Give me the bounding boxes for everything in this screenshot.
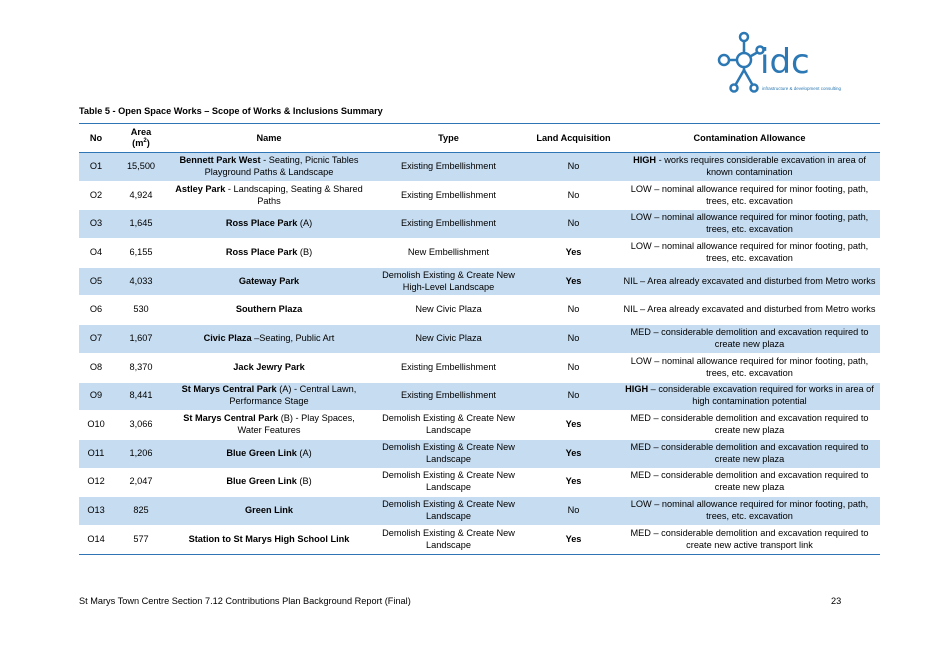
cell-no: O3 <box>79 210 113 239</box>
table-row <box>79 210 880 239</box>
cell-name-rest: - Landscaping, Seating & Shared Paths <box>225 183 363 206</box>
cell-name-bold: Civic Plaza <box>203 332 252 343</box>
cell-type: Existing Embellishment <box>369 210 528 239</box>
cell-name <box>169 153 369 182</box>
logo-subtitle: infrastructure & development consulting <box>762 86 842 91</box>
cell-contamination <box>619 296 880 325</box>
cell-no: O5 <box>79 267 113 296</box>
cell-contamination-rest: MED – considerable demolition and excavation required to create new plaza <box>630 470 869 493</box>
cell-land: No <box>528 497 619 526</box>
cell-area: 2,047 <box>113 468 169 497</box>
open-space-works-table <box>79 123 880 555</box>
cell-contamination <box>619 411 880 440</box>
cell-type: Demolish Existing & Create New High-Level Landscape <box>369 267 528 296</box>
cell-name <box>169 210 369 239</box>
table-row <box>79 353 880 382</box>
table-row <box>79 411 880 440</box>
cell-land: Yes <box>528 525 619 554</box>
cell-no: O9 <box>79 382 113 411</box>
header-land: Land Acquisition <box>528 124 619 153</box>
cell-no: O8 <box>79 353 113 382</box>
cell-type: New Embellishment <box>369 239 528 268</box>
cell-type: Existing Embellishment <box>369 181 528 210</box>
table-row <box>79 468 880 497</box>
cell-name-rest: (A) <box>296 447 312 458</box>
cell-contamination <box>619 525 880 554</box>
cell-no: O4 <box>79 239 113 268</box>
cell-name-rest: –Seating, Public Art <box>251 332 335 343</box>
cell-no: O2 <box>79 181 113 210</box>
cell-contamination-bold: HIGH <box>625 384 649 395</box>
cell-type: Demolish Existing & Create New Landscape <box>369 497 528 526</box>
table-header-row <box>79 124 880 153</box>
cell-land: Yes <box>528 267 619 296</box>
cell-name <box>169 525 369 554</box>
cell-name-bold: Green Link <box>245 505 293 516</box>
cell-no: O12 <box>79 468 113 497</box>
header-area-unit: (m <box>132 138 144 149</box>
cell-name-bold: Jack Jewry Park <box>233 361 305 372</box>
cell-name-bold: Southern Plaza <box>235 304 303 315</box>
cell-contamination-rest: MED – considerable demolition and excavation required to create new active transport link <box>630 527 869 550</box>
cell-area: 8,370 <box>113 353 169 382</box>
cell-type: Demolish Existing & Create New Landscape <box>369 411 528 440</box>
table-row <box>79 325 880 354</box>
cell-area: 15,500 <box>113 153 169 182</box>
logo-wordmark: idc <box>760 42 810 82</box>
cell-area: 4,033 <box>113 267 169 296</box>
cell-contamination-rest: LOW – nominal allowance required for minor footing, path, trees, etc. excavation <box>630 499 869 522</box>
cell-type: Existing Embellishment <box>369 153 528 182</box>
cell-land: No <box>528 353 619 382</box>
cell-contamination <box>619 210 880 239</box>
cell-name-bold: Gateway Park <box>238 275 300 286</box>
header-area <box>113 124 169 153</box>
cell-name-rest: (B) <box>297 246 313 257</box>
cell-name-bold: Station to St Marys High School Link <box>188 533 350 544</box>
cell-land: No <box>528 296 619 325</box>
cell-name <box>169 181 369 210</box>
cell-name-bold: Astley Park <box>175 183 226 194</box>
cell-name <box>169 439 369 468</box>
cell-name-rest: (A) <box>297 218 313 229</box>
header-name: Name <box>169 124 369 153</box>
cell-land: No <box>528 153 619 182</box>
cell-land: Yes <box>528 468 619 497</box>
header-area-label: Area <box>130 127 152 138</box>
table-title: Table 5 - Open Space Works – Scope of Works & Inclusions Summary <box>79 106 383 116</box>
cell-name-rest: (B) - Play Spaces, Water Features <box>237 413 355 436</box>
cell-contamination <box>619 267 880 296</box>
cell-contamination <box>619 181 880 210</box>
cell-contamination <box>619 439 880 468</box>
cell-name <box>169 296 369 325</box>
cell-contamination-rest: NIL – Area already excavated and disturbed from Metro works <box>623 275 876 286</box>
footer-page-number: 23 <box>831 596 842 606</box>
cell-type: New Civic Plaza <box>369 325 528 354</box>
cell-area: 1,607 <box>113 325 169 354</box>
cell-name <box>169 497 369 526</box>
cell-contamination-rest: MED – considerable demolition and excavation required to create new plaza <box>630 327 869 349</box>
cell-name <box>169 239 369 268</box>
table-row <box>79 439 880 468</box>
cell-name <box>169 267 369 296</box>
table-row <box>79 267 880 296</box>
cell-contamination <box>619 382 880 411</box>
cell-type: Existing Embellishment <box>369 382 528 411</box>
cell-name <box>169 411 369 440</box>
cell-type: New Civic Plaza <box>369 296 528 325</box>
cell-name-bold: St Marys Central Park <box>181 384 277 395</box>
cell-contamination <box>619 468 880 497</box>
cell-type: Demolish Existing & Create New Landscape <box>369 468 528 497</box>
cell-no: O11 <box>79 439 113 468</box>
cell-contamination <box>619 497 880 526</box>
cell-land: No <box>528 181 619 210</box>
cell-land: Yes <box>528 439 619 468</box>
cell-name-bold: St Marys Central Park <box>183 413 279 424</box>
cell-name-rest: (A) - Central Lawn, Performance Stage <box>229 384 357 407</box>
cell-area: 1,645 <box>113 210 169 239</box>
cell-name-bold: Ross Place Park <box>225 218 298 229</box>
table-row <box>79 525 880 554</box>
cell-contamination-rest: LOW – nominal allowance required for minor footing, path, trees, etc. excavation <box>630 240 869 263</box>
cell-name <box>169 325 369 354</box>
cell-contamination <box>619 239 880 268</box>
header-no: No <box>79 124 113 153</box>
cell-name <box>169 382 369 411</box>
table-row <box>79 382 880 411</box>
cell-land: No <box>528 210 619 239</box>
cell-area: 8,441 <box>113 382 169 411</box>
cell-name-bold: Blue Green Link <box>226 476 297 487</box>
table-row <box>79 153 880 182</box>
cell-land: Yes <box>528 411 619 440</box>
cell-area: 4,924 <box>113 181 169 210</box>
header-type: Type <box>369 124 528 153</box>
cell-no: O6 <box>79 296 113 325</box>
cell-land: Yes <box>528 239 619 268</box>
table-row <box>79 497 880 526</box>
cell-name-bold: Ross Place Park <box>225 246 298 257</box>
cell-contamination-rest: MED – considerable demolition and excavation required to create new plaza <box>630 441 869 464</box>
cell-contamination-bold: HIGH <box>633 154 657 165</box>
cell-contamination-rest: LOW – nominal allowance required for minor footing, path, trees, etc. excavation <box>630 183 869 206</box>
cell-contamination-rest: NIL – Area already excavated and disturbed from Metro works <box>623 304 876 315</box>
cell-area: 530 <box>113 296 169 325</box>
cell-area: 6,155 <box>113 239 169 268</box>
cell-name-bold: Bennett Park West <box>179 154 261 165</box>
cell-area: 577 <box>113 525 169 554</box>
cell-name-bold: Blue Green Link <box>226 447 297 458</box>
cell-no: O14 <box>79 525 113 554</box>
cell-contamination-rest: MED – considerable demolition and excavation required to create new plaza <box>630 413 869 436</box>
table-row <box>79 239 880 268</box>
cell-area: 825 <box>113 497 169 526</box>
table-row <box>79 296 880 325</box>
cell-contamination-rest: LOW – nominal allowance required for minor footing, path, trees, etc. excavation <box>630 355 869 378</box>
cell-no: O1 <box>79 153 113 182</box>
cell-no: O13 <box>79 497 113 526</box>
header-contamination: Contamination Allowance <box>619 124 880 153</box>
cell-land: No <box>528 382 619 411</box>
cell-contamination-rest: - works requires considerable excavation in area of known contamination <box>656 154 866 177</box>
cell-contamination-rest: LOW – nominal allowance required for minor footing, path, trees, etc. excavation <box>630 212 869 235</box>
cell-name <box>169 468 369 497</box>
cell-contamination-rest: – considerable excavation required for works in area of high contamination potential <box>648 384 874 407</box>
cell-land: No <box>528 325 619 354</box>
cell-no: O10 <box>79 411 113 440</box>
header-area-close: ) <box>146 138 150 149</box>
cell-contamination <box>619 153 880 182</box>
cell-area: 1,206 <box>113 439 169 468</box>
cell-name-rest: - Seating, Picnic Tables Playground Paths & Landscape <box>204 154 359 177</box>
cell-type: Demolish Existing & Create New Landscape <box>369 525 528 554</box>
footer-report-title: St Marys Town Centre Section 7.12 Contributions Plan Background Report (Final) <box>79 596 411 606</box>
header-area-sup: 2 <box>143 137 147 144</box>
cell-type: Demolish Existing & Create New Landscape <box>369 439 528 468</box>
table-row <box>79 181 880 210</box>
cell-contamination <box>619 325 880 354</box>
cell-type: Existing Embellishment <box>369 353 528 382</box>
cell-name-rest: (B) <box>296 476 312 487</box>
cell-area: 3,066 <box>113 411 169 440</box>
cell-no: O7 <box>79 325 113 354</box>
cell-name <box>169 353 369 382</box>
cell-contamination <box>619 353 880 382</box>
